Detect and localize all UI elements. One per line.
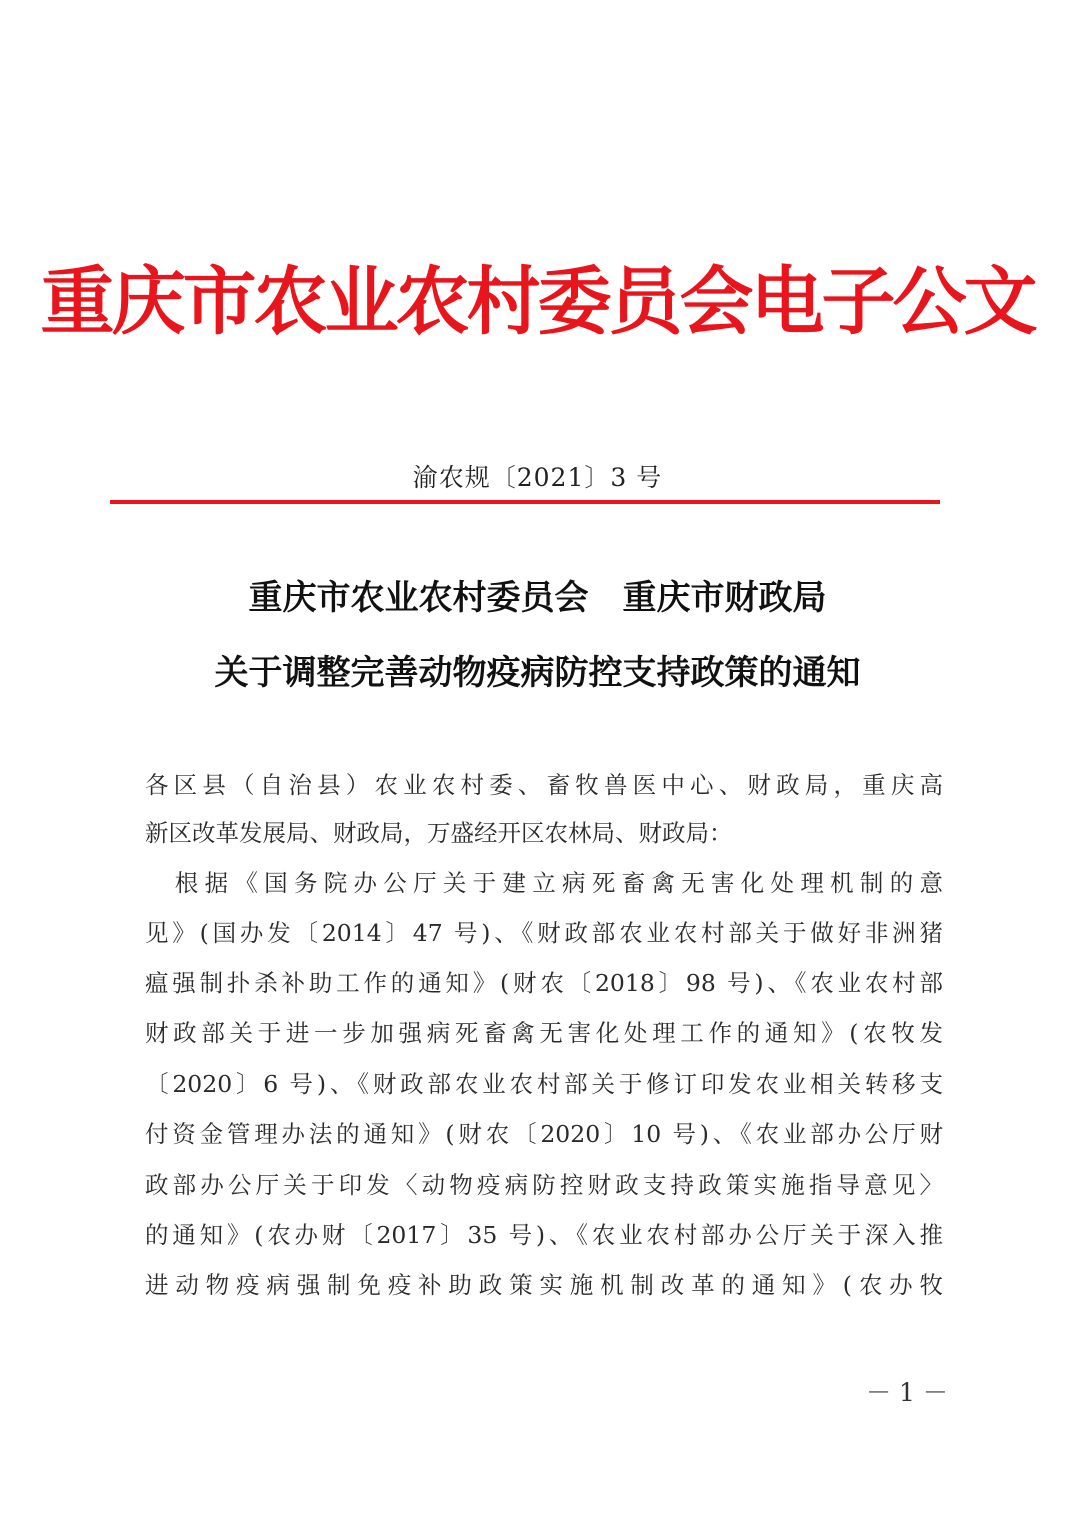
body-line: 进动物疫病强制免疫补助政策实施机制改革的通知》(农办牧 xyxy=(145,1271,943,1299)
page-number: － 1 － xyxy=(866,1378,948,1407)
document-title-line-1: 重庆市农业农村委员会 重庆市财政局 xyxy=(248,578,827,618)
body-line: 付资金管理办法的通知》(财农〔2020〕10 号)、《农业部办公厅财 xyxy=(145,1120,943,1148)
document-title-line-2: 关于调整完善动物疫病防控支持政策的通知 xyxy=(214,653,861,693)
body-line: 各区县（自治县）农业农村委、畜牧兽医中心、财政局，重庆高 xyxy=(145,771,943,799)
body-line: 瘟强制扑杀补助工作的通知》(财农〔2018〕98 号)、《农业农村部 xyxy=(145,969,943,997)
body-line: 见》(国办发〔2014〕47 号)、《财政部农业农村部关于做好非洲猪 xyxy=(145,919,943,947)
document-masthead: 重庆市农业农村委员会电子公文 xyxy=(40,259,1035,345)
body-line: 财政部关于进一步加强病死畜禽无害化处理工作的通知》(农牧发 xyxy=(145,1019,943,1047)
body-line: 的通知》(农办财〔2017〕35 号)、《农业农村部办公厅关于深入推 xyxy=(145,1221,943,1249)
body-line: 新区改革发展局、财政局，万盛经开区农林局、财政局： xyxy=(145,819,733,847)
body-line: 〔2020〕6 号)、《财政部农业农村部关于修订印发农业相关转移支 xyxy=(145,1070,943,1098)
body-line: 根据《国务院办公厅关于建立病死畜禽无害化处理机制的意 xyxy=(145,869,943,897)
document-number: 渝农规〔2021〕3 号 xyxy=(412,463,663,492)
body-line: 政部办公厅关于印发〈动物疫病防控财政支持政策实施指导意见〉 xyxy=(145,1171,943,1199)
red-divider-rule xyxy=(110,500,940,504)
